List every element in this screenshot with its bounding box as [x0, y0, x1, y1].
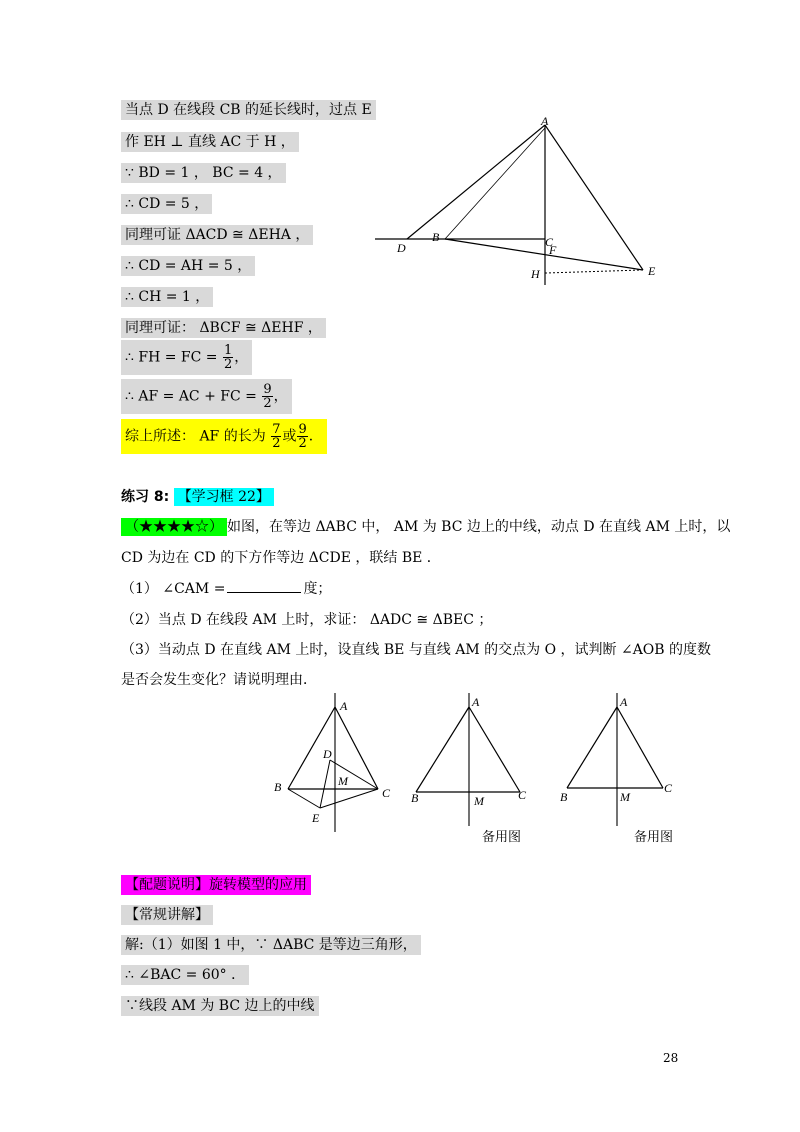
explanation-line-1: 解:（1）如图 1 中，∵ ΔABC 是等边三角形，	[121, 935, 421, 955]
line10-expr: ∴ AF = AC + FC =	[125, 388, 257, 405]
solution-line-6: ∴ CD = AH = 5 ，	[121, 256, 255, 276]
explanation-line-2: ∴ ∠BAC = 60° ．	[121, 965, 249, 985]
fraction-nine-halves	[262, 383, 272, 410]
exercise-stem-2: CD 为边在 CD 的下方作等边 ΔCDE ，联结 BE ．	[121, 550, 441, 566]
numerator: 9	[263, 382, 272, 397]
question-1: （1） ∠CAM =	[121, 581, 226, 597]
routine-heading: 【常规讲解】	[121, 905, 213, 925]
difficulty-stars: （★★★★☆）	[121, 518, 227, 536]
label-D: D	[397, 241, 406, 255]
line9-post: ，	[234, 349, 249, 366]
solution-line-8: 同理可证： ΔBCF ≅ ΔEHF ，	[121, 318, 326, 338]
conclusion-line	[121, 419, 327, 454]
question-1-unit: 度；	[303, 581, 332, 597]
figure-spare-2	[555, 690, 685, 830]
config-note: 【配题说明】旋转模型的应用	[121, 875, 311, 895]
solution-line-5: 同理可证 ΔACD ≅ ΔEHA ，	[121, 225, 313, 245]
conclusion-text: 综上所述： AF 的长为	[125, 428, 266, 445]
question-3-line-2: 是否会发生变化？请说明理由．	[121, 672, 317, 688]
denominator: 2	[298, 436, 307, 451]
exercise-stem-1: 如图，在等边 ΔABC 中， AM 为 BC 边上的中线，动点 D 在直线 AM 上时，以	[227, 519, 731, 535]
figure-extension-diagram	[360, 110, 680, 295]
solution-line-7: ∴ CH = 1 ，	[121, 287, 213, 307]
page-number: 28	[663, 1051, 679, 1065]
fraction-nine-halves-2	[297, 423, 307, 450]
figure-main-triangle	[268, 690, 408, 835]
label-D: D	[323, 747, 332, 761]
label-A: A	[340, 699, 348, 713]
explanation-line-3: ∵线段 AM 为 BC 边上的中线	[121, 996, 319, 1016]
solution-line-10	[121, 379, 292, 414]
label-C: C	[545, 235, 554, 249]
solution-line-2: 作 EH ⊥ 直线 AC 于 H ，	[121, 132, 299, 152]
numerator: 9	[298, 422, 307, 437]
label-B: B	[432, 230, 440, 244]
label-A: A	[541, 114, 549, 128]
caption-spare-1: 备用图	[482, 830, 522, 845]
label-C: C	[382, 786, 391, 800]
label-C: C	[664, 781, 673, 795]
label-M: M	[620, 790, 630, 804]
label-E: E	[648, 264, 656, 278]
conclusion-or: 或	[282, 428, 297, 445]
line9-expr: ∴ FH = FC =	[125, 349, 218, 366]
answer-blank	[227, 578, 301, 593]
caption-spare-2: 备用图	[634, 830, 674, 845]
label-B: B	[411, 791, 419, 805]
question-2: （2）当点 D 在线段 AM 上时，求证： ΔADC ≅ ΔBEC ；	[121, 612, 493, 628]
fraction-one-half	[223, 344, 233, 371]
denominator: 2	[223, 357, 233, 372]
exercise-title: 练习 8:	[121, 489, 170, 505]
label-M: M	[474, 794, 484, 808]
solution-line-9	[121, 340, 252, 375]
numerator: 7	[272, 422, 281, 437]
label-A: A	[620, 695, 628, 709]
denominator: 2	[263, 396, 272, 411]
figure-spare-1	[405, 690, 540, 830]
label-A: A	[472, 695, 480, 709]
conclusion-end: ．	[308, 428, 323, 445]
fraction-seven-halves	[271, 423, 281, 450]
label-E: E	[312, 811, 320, 825]
label-B: B	[560, 790, 568, 804]
label-B: B	[274, 780, 282, 794]
label-F: F	[549, 243, 557, 257]
solution-line-4: ∴ CD = 5 ，	[121, 194, 212, 214]
line10-post: ，	[273, 388, 288, 405]
solution-line-1: 当点 D 在线段 CB 的延长线时，过点 E	[121, 100, 376, 120]
exercise-tag: 【学习框 22】	[174, 488, 274, 506]
label-M: M	[338, 774, 348, 788]
question-3-line-1: （3）当动点 D 在直线 AM 上时，设直线 BE 与直线 AM 的交点为 O ，试判断 ∠AOB 的度数	[121, 642, 712, 658]
solution-line-3: ∵ BD = 1 ， BC = 4 ，	[121, 163, 286, 183]
label-C: C	[518, 788, 527, 802]
label-H: H	[531, 267, 540, 281]
numerator: 1	[223, 343, 233, 358]
denominator: 2	[272, 436, 281, 451]
